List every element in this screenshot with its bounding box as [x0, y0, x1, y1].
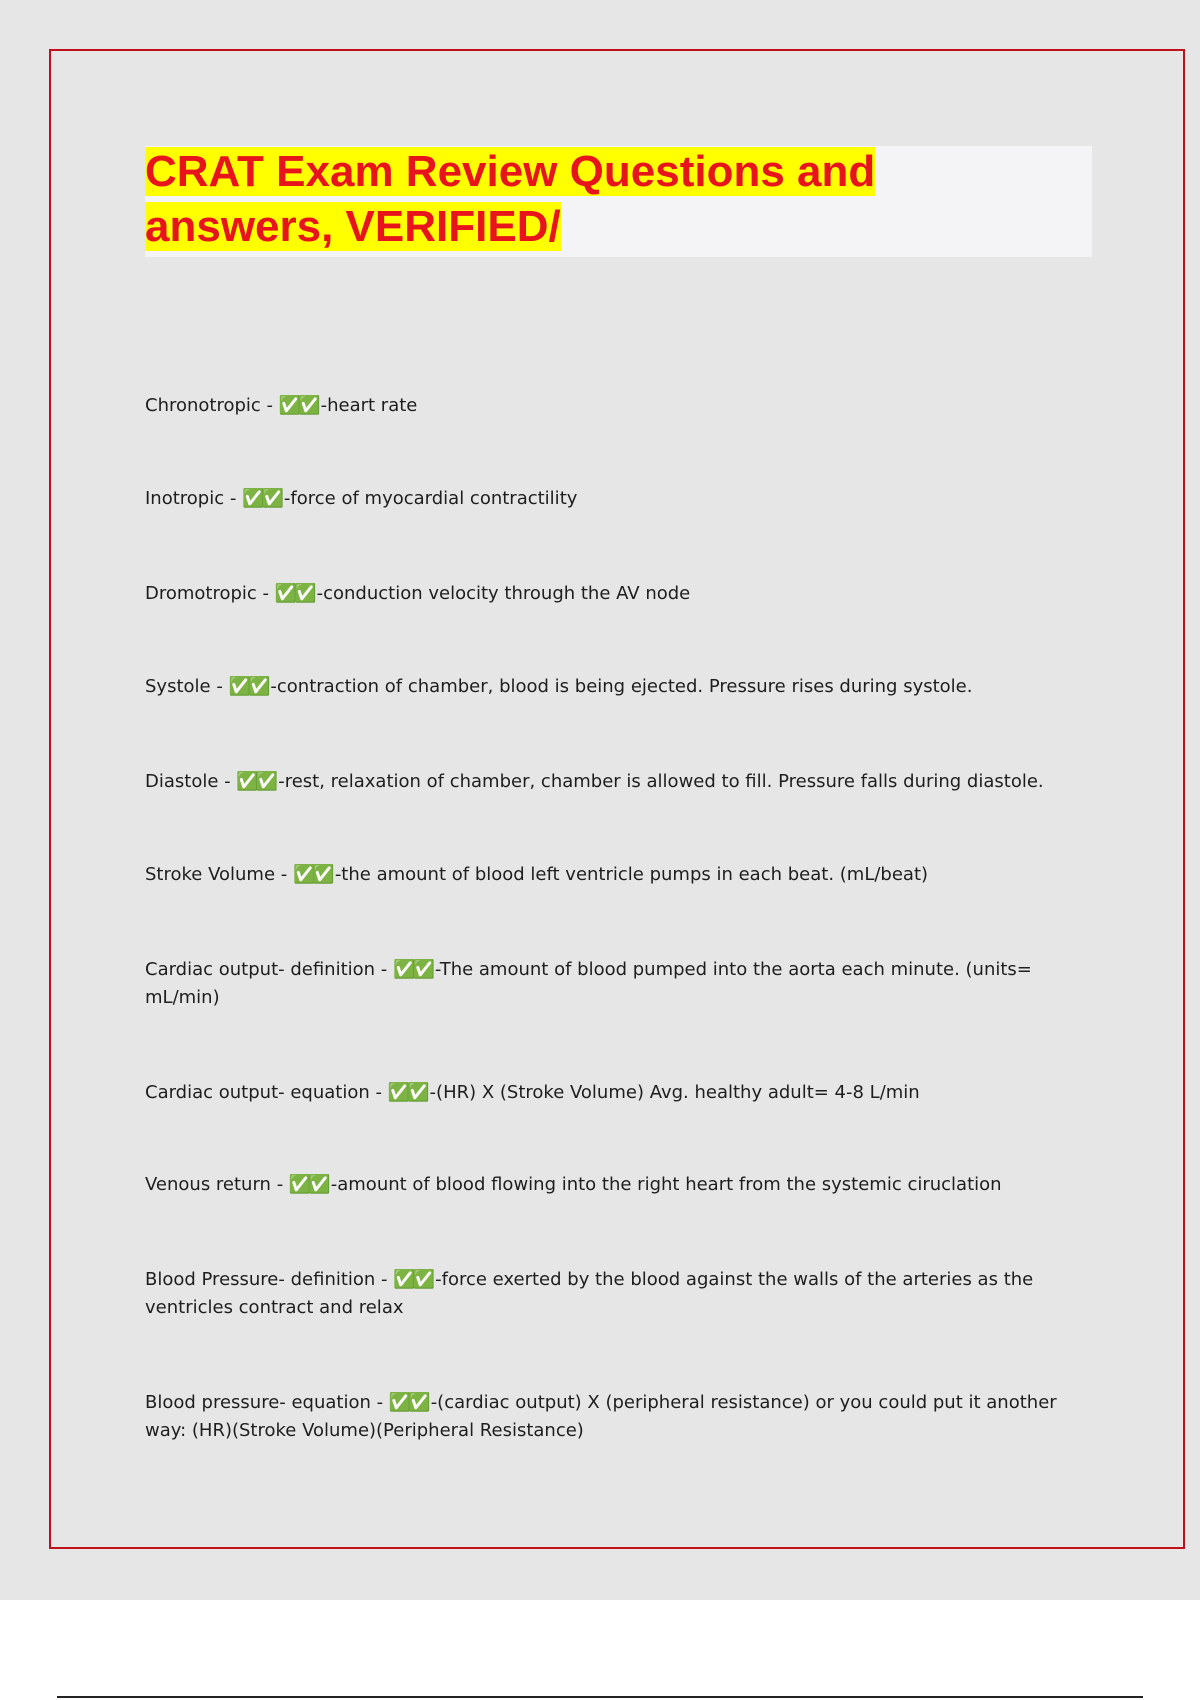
entry-term: Venous return — [145, 1174, 271, 1195]
list-item — [145, 1171, 1075, 1199]
entry-term: Dromotropic — [145, 583, 257, 604]
entry-separator: - — [218, 771, 237, 792]
entry-separator: - — [369, 1082, 388, 1103]
entry-definition: -(HR) X (Stroke Volume) Avg. healthy adult= 4-8 L/min — [429, 1082, 920, 1103]
entry-definition: -heart rate — [320, 395, 418, 416]
entry-separator: - — [370, 1392, 389, 1413]
list-item — [145, 485, 1075, 513]
entry-definition: -the amount of blood left ventricle pumps in each beat. (mL/beat) — [334, 864, 929, 885]
double-check-icon: ✅✅ — [393, 1269, 433, 1290]
footer-divider — [57, 1696, 1143, 1698]
entry-definition: -(cardiac output) X (peripheral resistance) or you could put it another way: (HR)(Stroke Volume)(Peripheral Resistance) — [145, 1392, 1057, 1441]
entry-separator: - — [210, 676, 229, 697]
double-check-icon: ✅✅ — [288, 1174, 328, 1195]
entry-definition: -conduction velocity through the AV node — [316, 583, 691, 604]
entry-separator: - — [224, 488, 243, 509]
list-item — [145, 392, 1075, 420]
double-check-icon: ✅✅ — [228, 676, 268, 697]
double-check-icon: ✅✅ — [274, 583, 314, 604]
title-line-2: answers, VERIFIED/ — [145, 202, 561, 251]
double-check-icon: ✅✅ — [242, 488, 281, 509]
list-item — [145, 1389, 1075, 1445]
list-item — [145, 956, 1075, 1012]
document-title — [145, 144, 1045, 254]
entry-term: Blood pressure- equation — [145, 1392, 371, 1413]
entry-term: Stroke Volume — [145, 864, 276, 885]
double-check-icon: ✅✅ — [236, 771, 276, 792]
entry-definition: -amount of blood flowing into the right heart from the systemic ciruclation — [330, 1174, 1002, 1195]
list-item — [145, 580, 1075, 608]
list-item — [145, 1266, 1075, 1322]
list-item — [145, 673, 1075, 701]
entry-separator: - — [256, 583, 275, 604]
entry-definition: -The amount of blood pumped into the aorta each minute. (units= mL/min) — [145, 959, 1032, 1008]
entry-separator: - — [270, 1174, 289, 1195]
page-border — [49, 49, 1185, 1549]
double-check-icon: ✅✅ — [387, 1082, 427, 1103]
entry-separator: - — [375, 1269, 394, 1290]
double-check-icon: ✅✅ — [393, 959, 432, 980]
entry-definition: -force of myocardial contractility — [283, 488, 578, 509]
entry-term: Inotropic — [145, 488, 225, 509]
double-check-icon: ✅✅ — [388, 1392, 428, 1413]
double-check-icon: ✅✅ — [278, 395, 318, 416]
entry-separator: - — [260, 395, 279, 416]
entry-term: Chronotropic — [145, 395, 261, 416]
entry-separator: - — [375, 959, 394, 980]
entry-term: Systole — [145, 676, 211, 697]
entry-term: Cardiac output- definition — [145, 959, 376, 980]
list-item — [145, 768, 1075, 796]
list-item — [145, 1079, 1075, 1107]
entry-term: Blood Pressure- definition — [145, 1269, 376, 1290]
list-item — [145, 861, 1075, 889]
title-line-1: CRAT Exam Review Questions and — [145, 147, 876, 196]
entry-definition: -rest, relaxation of chamber, chamber is allowed to fill. Pressure falls during diastole. — [278, 771, 1044, 792]
entry-term: Cardiac output- equation — [145, 1082, 370, 1103]
entry-definition: -contraction of chamber, blood is being ejected. Pressure rises during systole. — [270, 676, 973, 697]
entry-term: Diastole — [145, 771, 219, 792]
double-check-icon: ✅✅ — [292, 864, 332, 885]
entry-definition: -force exerted by the blood against the walls of the arteries as the ventricles contract and relax — [145, 1269, 1034, 1318]
entry-separator: - — [275, 864, 293, 885]
